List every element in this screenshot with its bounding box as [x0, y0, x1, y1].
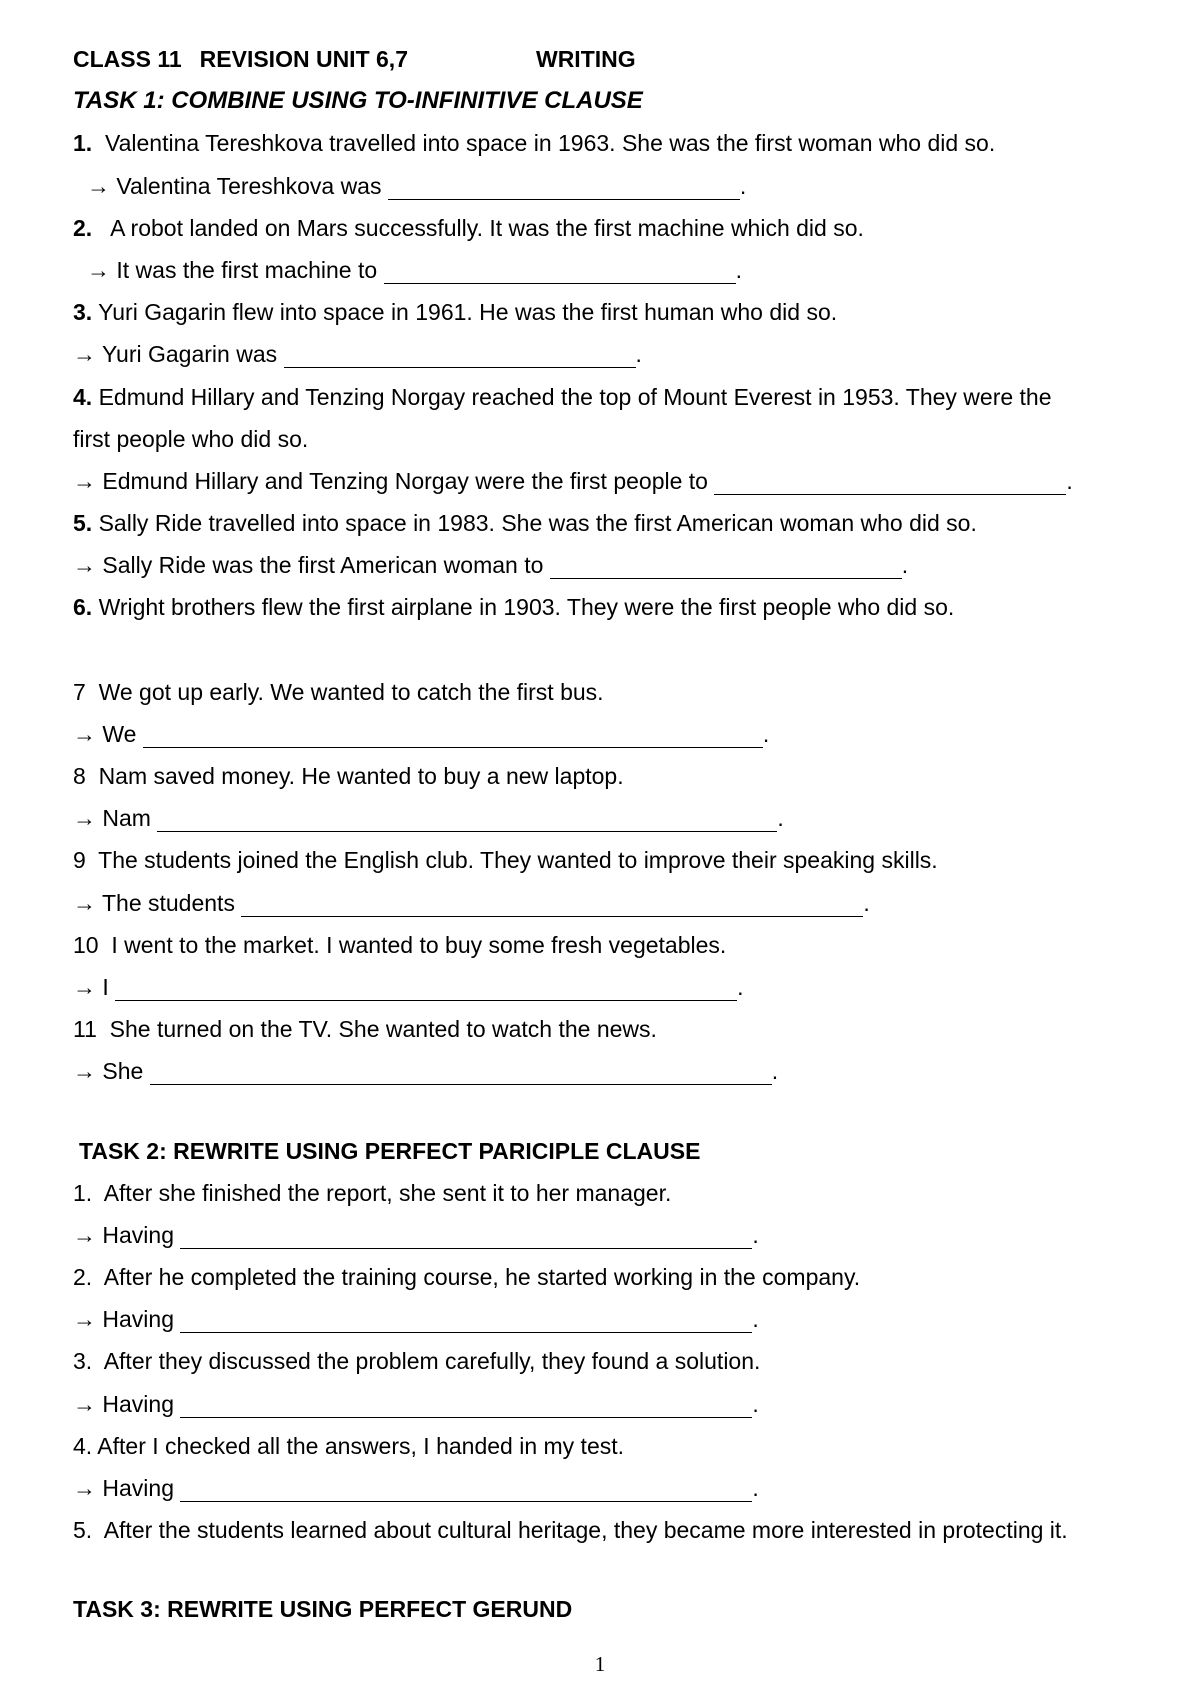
task3-title: TASK 3: REWRITE USING PERFECT GERUND — [73, 1596, 573, 1623]
answer-prefix: → Valentina Tereshkova was — [87, 172, 388, 199]
exercise-question: 8 Nam saved money. He wanted to buy a new laptop. — [73, 763, 624, 789]
period: . — [735, 256, 742, 283]
question-number: 1. — [73, 130, 93, 157]
spacer — [73, 629, 1143, 671]
answer-blank[interactable] — [115, 976, 737, 1001]
answer-prefix: → Having — [73, 1475, 181, 1501]
period: . — [752, 1390, 759, 1417]
exercise-question — [73, 502, 1143, 544]
period: . — [1066, 467, 1073, 494]
spacer — [73, 1551, 1143, 1588]
period: . — [752, 1475, 759, 1501]
exercise-question: 3. After they discussed the problem carefully, they found a solution. — [73, 1348, 761, 1375]
class-label: CLASS 11 — [73, 46, 182, 72]
question-text: Valentina Tereshkova travelled into space in 1963. She was the first woman who did so. — [92, 130, 996, 157]
answer-blank[interactable] — [384, 259, 736, 284]
period: . — [635, 341, 642, 368]
exercise-question — [73, 291, 1143, 333]
exercise-question: 10 I went to the market. I wanted to buy some fresh vegetables. — [73, 931, 727, 958]
exercise-answer-line — [73, 1298, 1143, 1340]
period: . — [739, 172, 747, 199]
exercise-question: 7 We got up early. We wanted to catch the first bus. — [73, 678, 604, 705]
answer-prefix: → The students — [73, 889, 242, 916]
exercise-answer-line — [73, 1050, 1143, 1092]
answer-blank[interactable] — [150, 1060, 772, 1085]
task2-title: TASK 2: REWRITE USING PERFECT PARICIPLE CLAUSE — [79, 1137, 701, 1164]
exercise-question: 1. After she finished the report, she sent it to her manager. — [73, 1179, 672, 1206]
exercise-question: 4. After I checked all the answers, I handed in my test. — [73, 1432, 625, 1459]
exercise-answer-line — [73, 544, 1143, 586]
exercise-question — [73, 586, 1143, 628]
task1-title: TASK 1: COMBINE USING TO-INFINITIVE CLAUSE — [73, 87, 643, 115]
answer-blank[interactable] — [241, 892, 863, 917]
answer-prefix: → We — [73, 720, 143, 747]
question-number: 5. — [73, 510, 93, 537]
period: . — [737, 973, 744, 1000]
question-text: Wright brothers flew the first airplane in 1903. They were the first people who did so. — [98, 594, 955, 621]
question-text: Sally Ride travelled into space in 1983. She was the first American woman who did so. — [98, 510, 977, 537]
worksheet-header — [73, 38, 1143, 80]
exercise-question: 9 The students joined the English club. They wanted to improve their speaking skills. — [73, 847, 938, 874]
answer-blank[interactable] — [388, 175, 740, 200]
exercise-question: 2. After he completed the training course, he started working in the company. — [73, 1264, 861, 1291]
question-text: Edmund Hillary and Tenzing Norgay reached the top of Mount Everest in 1953. They were the — [98, 383, 1052, 410]
answer-blank[interactable] — [180, 1308, 752, 1333]
exercise-answer-line — [73, 966, 1143, 1008]
exercise-answer-line — [73, 1383, 1143, 1425]
answer-prefix: → Having — [73, 1390, 181, 1417]
question-number: 3. — [73, 299, 93, 326]
answer-blank[interactable] — [714, 470, 1066, 495]
exercise-question: 11 She turned on the TV. She wanted to watch the news. — [73, 1016, 657, 1043]
question-number: 6. — [73, 594, 93, 621]
question-number: 4. — [73, 383, 93, 410]
answer-prefix: → Nam — [73, 805, 158, 832]
answer-prefix: → It was the first machine to — [87, 256, 384, 283]
question-number: 2. — [73, 214, 93, 241]
answer-blank[interactable] — [157, 807, 777, 832]
spacer — [73, 1093, 1143, 1130]
period: . — [771, 1058, 779, 1085]
exercise-question — [73, 207, 1143, 249]
exercise-answer-line — [73, 1467, 1143, 1509]
exercise-answer-line — [73, 165, 1143, 207]
answer-prefix: → Edmund Hillary and Tenzing Norgay were the first people to — [73, 467, 715, 494]
question-text: A robot landed on Mars successfully. It was the first machine which did so. — [92, 214, 864, 241]
period: . — [752, 1306, 759, 1333]
exercise-answer-line — [73, 797, 1143, 839]
exercise-answer-line — [73, 882, 1143, 924]
section-label: WRITING — [535, 46, 636, 72]
answer-blank[interactable] — [180, 1477, 752, 1502]
period: . — [762, 720, 770, 747]
exercise-answer-line — [73, 249, 1143, 291]
answer-blank[interactable] — [550, 554, 902, 579]
exercise-question — [73, 122, 1143, 164]
period: . — [901, 552, 909, 579]
answer-prefix: → I — [73, 973, 116, 1000]
period: . — [863, 889, 870, 916]
exercise-question: 5. After the students learned about cultural heritage, they became more interested in protecting it. — [73, 1517, 1068, 1544]
answer-blank[interactable] — [180, 1224, 752, 1249]
answer-blank[interactable] — [143, 723, 763, 748]
exercise-answer-line — [73, 1214, 1143, 1256]
exercise-question-continued: first people who did so. — [73, 425, 309, 452]
answer-prefix: → She — [73, 1058, 150, 1085]
revision-label: REVISION UNIT 6,7 — [199, 46, 408, 72]
answer-blank[interactable] — [180, 1393, 752, 1418]
answer-blank[interactable] — [284, 343, 636, 368]
worksheet-page — [73, 38, 1143, 1631]
answer-prefix: → Sally Ride was the first American woman to — [73, 552, 550, 579]
answer-prefix: → Having — [73, 1221, 181, 1248]
answer-prefix: → Yuri Gagarin was — [73, 341, 284, 368]
question-text: Yuri Gagarin flew into space in 1961. He was the first human who did so. — [98, 299, 838, 326]
exercise-question — [73, 376, 1143, 418]
exercise-answer-line — [73, 333, 1143, 375]
exercise-answer-line — [73, 713, 1143, 755]
period: . — [777, 805, 784, 832]
period: . — [752, 1221, 759, 1248]
answer-prefix: → Having — [73, 1306, 181, 1333]
exercise-answer-line — [73, 460, 1143, 502]
page-number: 1 — [594, 1652, 606, 1676]
